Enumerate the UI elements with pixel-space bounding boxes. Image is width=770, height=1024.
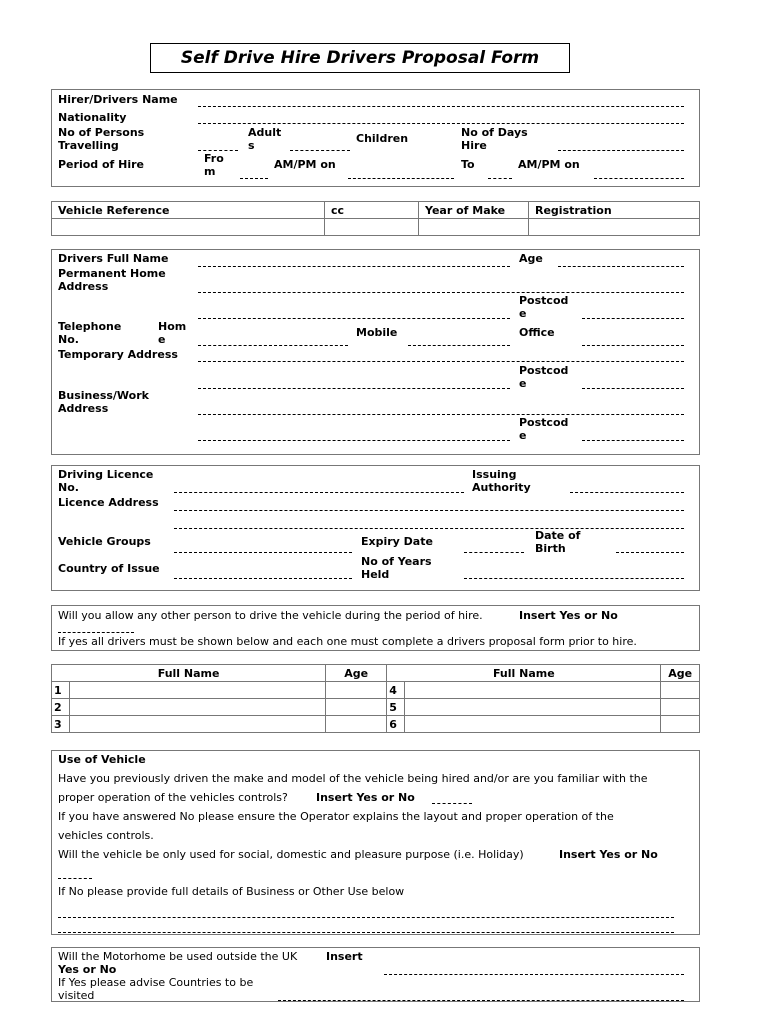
- temp-address-field[interactable]: [198, 361, 684, 362]
- licence-no-label-2: No.: [58, 481, 79, 494]
- driver-name-cell[interactable]: [70, 682, 326, 699]
- period-label: Period of Hire: [58, 158, 145, 171]
- postcode-label-2: e: [519, 307, 527, 320]
- use-heading: Use of Vehicle: [58, 753, 146, 766]
- drivers-table: [51, 664, 700, 733]
- dob-label: Date of: [535, 529, 581, 542]
- issuing-authority-field[interactable]: [570, 492, 684, 493]
- vehicle-groups-label: Vehicle Groups: [58, 535, 151, 548]
- adults-label: Adult: [248, 126, 282, 139]
- driver-age-cell[interactable]: [326, 682, 387, 699]
- work-address-field-2[interactable]: [198, 440, 510, 441]
- licence-address-label: Licence Address: [58, 496, 159, 509]
- abroad-insert-label-2: Yes or No: [58, 963, 117, 976]
- use-question-3: Will the vehicle be only used for social, domestic and pleasure purpose (i.e. Holiday): [58, 848, 524, 861]
- driver-name-cell[interactable]: [405, 682, 661, 699]
- hire-details-section: [51, 89, 700, 187]
- registration-header: Registration: [529, 202, 700, 219]
- temp-postcode-label-2: e: [519, 377, 527, 390]
- other-drivers-answer-field[interactable]: [58, 632, 134, 633]
- other-drivers-insert-label: Insert Yes or No: [519, 609, 618, 622]
- table-row: [52, 682, 700, 699]
- licence-address-field[interactable]: [174, 510, 684, 511]
- full-name-header: Full Name: [52, 665, 326, 682]
- driver-name-cell[interactable]: [70, 699, 326, 716]
- use-details-field-2[interactable]: [58, 932, 674, 933]
- perm-address-label-2: Address: [58, 280, 109, 293]
- temp-postcode-field[interactable]: [582, 388, 684, 389]
- home-label: Hom: [158, 320, 187, 333]
- abroad-question: Will the Motorhome be used outside the UK: [58, 950, 298, 963]
- days-label: No of Days: [461, 126, 528, 139]
- use-details-field[interactable]: [58, 917, 674, 918]
- office-field[interactable]: [582, 345, 684, 346]
- from-label-2: m: [204, 165, 216, 178]
- work-address-field[interactable]: [198, 414, 684, 415]
- adults-label-2: s: [248, 139, 255, 152]
- use-question-4: If No please provide full details of Business or Other Use below: [58, 885, 405, 898]
- temp-postcode-label: Postcod: [519, 364, 569, 377]
- days-label-2: Hire: [461, 139, 487, 152]
- issuing-authority-label-2: Authority: [472, 481, 531, 494]
- nationality-label: Nationality: [58, 111, 127, 124]
- age-label: Age: [519, 252, 543, 265]
- driver-age-cell[interactable]: [661, 716, 700, 733]
- perm-postcode-field[interactable]: [582, 318, 684, 319]
- page-title: Self Drive Hire Drivers Proposal Form: [150, 43, 570, 73]
- licence-no-label: Driving Licence: [58, 468, 154, 481]
- mobile-field[interactable]: [408, 345, 510, 346]
- age-header-2: Age: [661, 665, 700, 682]
- table-row: [52, 716, 700, 733]
- office-label: Office: [519, 326, 555, 339]
- work-address-label: Business/Work: [58, 389, 149, 402]
- use-question-2: If you have answered No please ensure the Operator explains the layout and proper operation of the: [58, 810, 614, 823]
- abroad-answer-field[interactable]: [384, 974, 684, 975]
- other-drivers-question: Will you allow any other person to drive the vehicle during the period of hire.: [58, 609, 483, 622]
- years-held-label: No of Years: [361, 555, 432, 568]
- licence-section: [51, 465, 700, 591]
- driver-age-cell[interactable]: [326, 699, 387, 716]
- to-label: To: [461, 158, 475, 171]
- row-number: 6: [387, 716, 405, 733]
- dob-field[interactable]: [616, 552, 684, 553]
- perm-address-field[interactable]: [198, 292, 684, 293]
- countries-label: If Yes please advise Countries to be: [58, 976, 254, 989]
- row-number: 2: [52, 699, 70, 716]
- perm-address-label: Permanent Home: [58, 267, 166, 280]
- expiry-date-label: Expiry Date: [361, 535, 433, 548]
- other-drivers-section: [51, 605, 700, 651]
- countries-label-2: visited: [58, 989, 95, 1002]
- driver-name-label: Drivers Full Name: [58, 252, 169, 265]
- year-of-make-cell[interactable]: [419, 219, 529, 236]
- from-label: Fro: [204, 152, 224, 165]
- use-of-vehicle-section: [51, 750, 700, 935]
- licence-address-field-2[interactable]: [174, 528, 684, 529]
- age-field[interactable]: [558, 266, 684, 267]
- telephone-label-2: No.: [58, 333, 79, 346]
- use-q3-answer-field[interactable]: [58, 878, 92, 879]
- persons-field[interactable]: [198, 150, 238, 151]
- row-number: 1: [52, 682, 70, 699]
- cc-header: cc: [325, 202, 419, 219]
- year-of-make-header: Year of Make: [419, 202, 529, 219]
- use-question-1: Have you previously driven the make and model of the vehicle being hired and/or are you familiar with the: [58, 772, 648, 785]
- registration-cell[interactable]: [529, 219, 700, 236]
- vehicle-table: [51, 201, 700, 236]
- dob-label-2: Birth: [535, 542, 566, 555]
- use-q1-insert-label: Insert Yes or No: [316, 791, 415, 804]
- driver-name-cell[interactable]: [405, 699, 661, 716]
- other-drivers-note: If yes all drivers must be shown below and each one must complete a drivers proposal form prior to hire.: [58, 635, 637, 648]
- use-question-2b: vehicles controls.: [58, 829, 154, 842]
- row-number: 4: [387, 682, 405, 699]
- home-label-2: e: [158, 333, 166, 346]
- work-postcode-label-2: e: [519, 429, 527, 442]
- full-name-header-2: Full Name: [387, 665, 661, 682]
- country-of-issue-label: Country of Issue: [58, 562, 160, 575]
- use-q3-insert-label: Insert Yes or No: [559, 848, 658, 861]
- from-date-field[interactable]: [348, 178, 454, 179]
- perm-address-field-2[interactable]: [198, 318, 510, 319]
- age-header: Age: [326, 665, 387, 682]
- work-postcode-field[interactable]: [582, 440, 684, 441]
- countries-field[interactable]: [278, 1000, 684, 1001]
- driver-age-cell[interactable]: [661, 699, 700, 716]
- to-date-field[interactable]: [594, 178, 684, 179]
- adults-field[interactable]: [290, 150, 350, 151]
- nationality-field[interactable]: [198, 123, 684, 124]
- country-of-issue-field[interactable]: [174, 578, 352, 579]
- use-q1-answer-field[interactable]: [432, 803, 472, 804]
- cc-cell[interactable]: [325, 219, 419, 236]
- postcode-label: Postcod: [519, 294, 569, 307]
- ampm-on-label-2: AM/PM on: [518, 158, 580, 171]
- driver-name-field[interactable]: [198, 266, 510, 267]
- hirer-name-field[interactable]: [198, 106, 684, 107]
- abroad-section: [51, 947, 700, 1002]
- vehicle-reference-header: Vehicle Reference: [52, 202, 325, 219]
- use-question-1b: proper operation of the vehicles controls?: [58, 791, 288, 804]
- persons-label: No of Persons: [58, 126, 145, 139]
- mobile-label: Mobile: [356, 326, 398, 339]
- from-time-field[interactable]: [240, 178, 268, 179]
- licence-no-field[interactable]: [174, 492, 464, 493]
- years-held-label-2: Held: [361, 568, 390, 581]
- driver-name-cell[interactable]: [405, 716, 661, 733]
- years-held-field[interactable]: [464, 578, 684, 579]
- to-time-field[interactable]: [488, 178, 512, 179]
- abroad-insert-label: Insert: [326, 950, 363, 963]
- children-label: Children: [356, 132, 409, 145]
- telephone-label: Telephone: [58, 320, 122, 333]
- temp-address-field-2[interactable]: [198, 388, 510, 389]
- vehicle-reference-cell[interactable]: [52, 219, 325, 236]
- row-number: 3: [52, 716, 70, 733]
- driver-name-cell[interactable]: [70, 716, 326, 733]
- temp-address-label: Temporary Address: [58, 348, 178, 361]
- persons-label-2: Travelling: [58, 139, 119, 152]
- driver-age-cell[interactable]: [661, 682, 700, 699]
- work-postcode-label: Postcod: [519, 416, 569, 429]
- hirer-name-label: Hirer/Drivers Name: [58, 93, 178, 106]
- home-phone-field[interactable]: [198, 345, 348, 346]
- expiry-date-field[interactable]: [464, 552, 524, 553]
- vehicle-groups-field[interactable]: [174, 552, 352, 553]
- work-address-label-2: Address: [58, 402, 109, 415]
- driver-age-cell[interactable]: [326, 716, 387, 733]
- days-field[interactable]: [558, 150, 684, 151]
- ampm-on-label: AM/PM on: [274, 158, 336, 171]
- issuing-authority-label: Issuing: [472, 468, 517, 481]
- table-row: [52, 699, 700, 716]
- row-number: 5: [387, 699, 405, 716]
- driver-details-section: [51, 249, 700, 455]
